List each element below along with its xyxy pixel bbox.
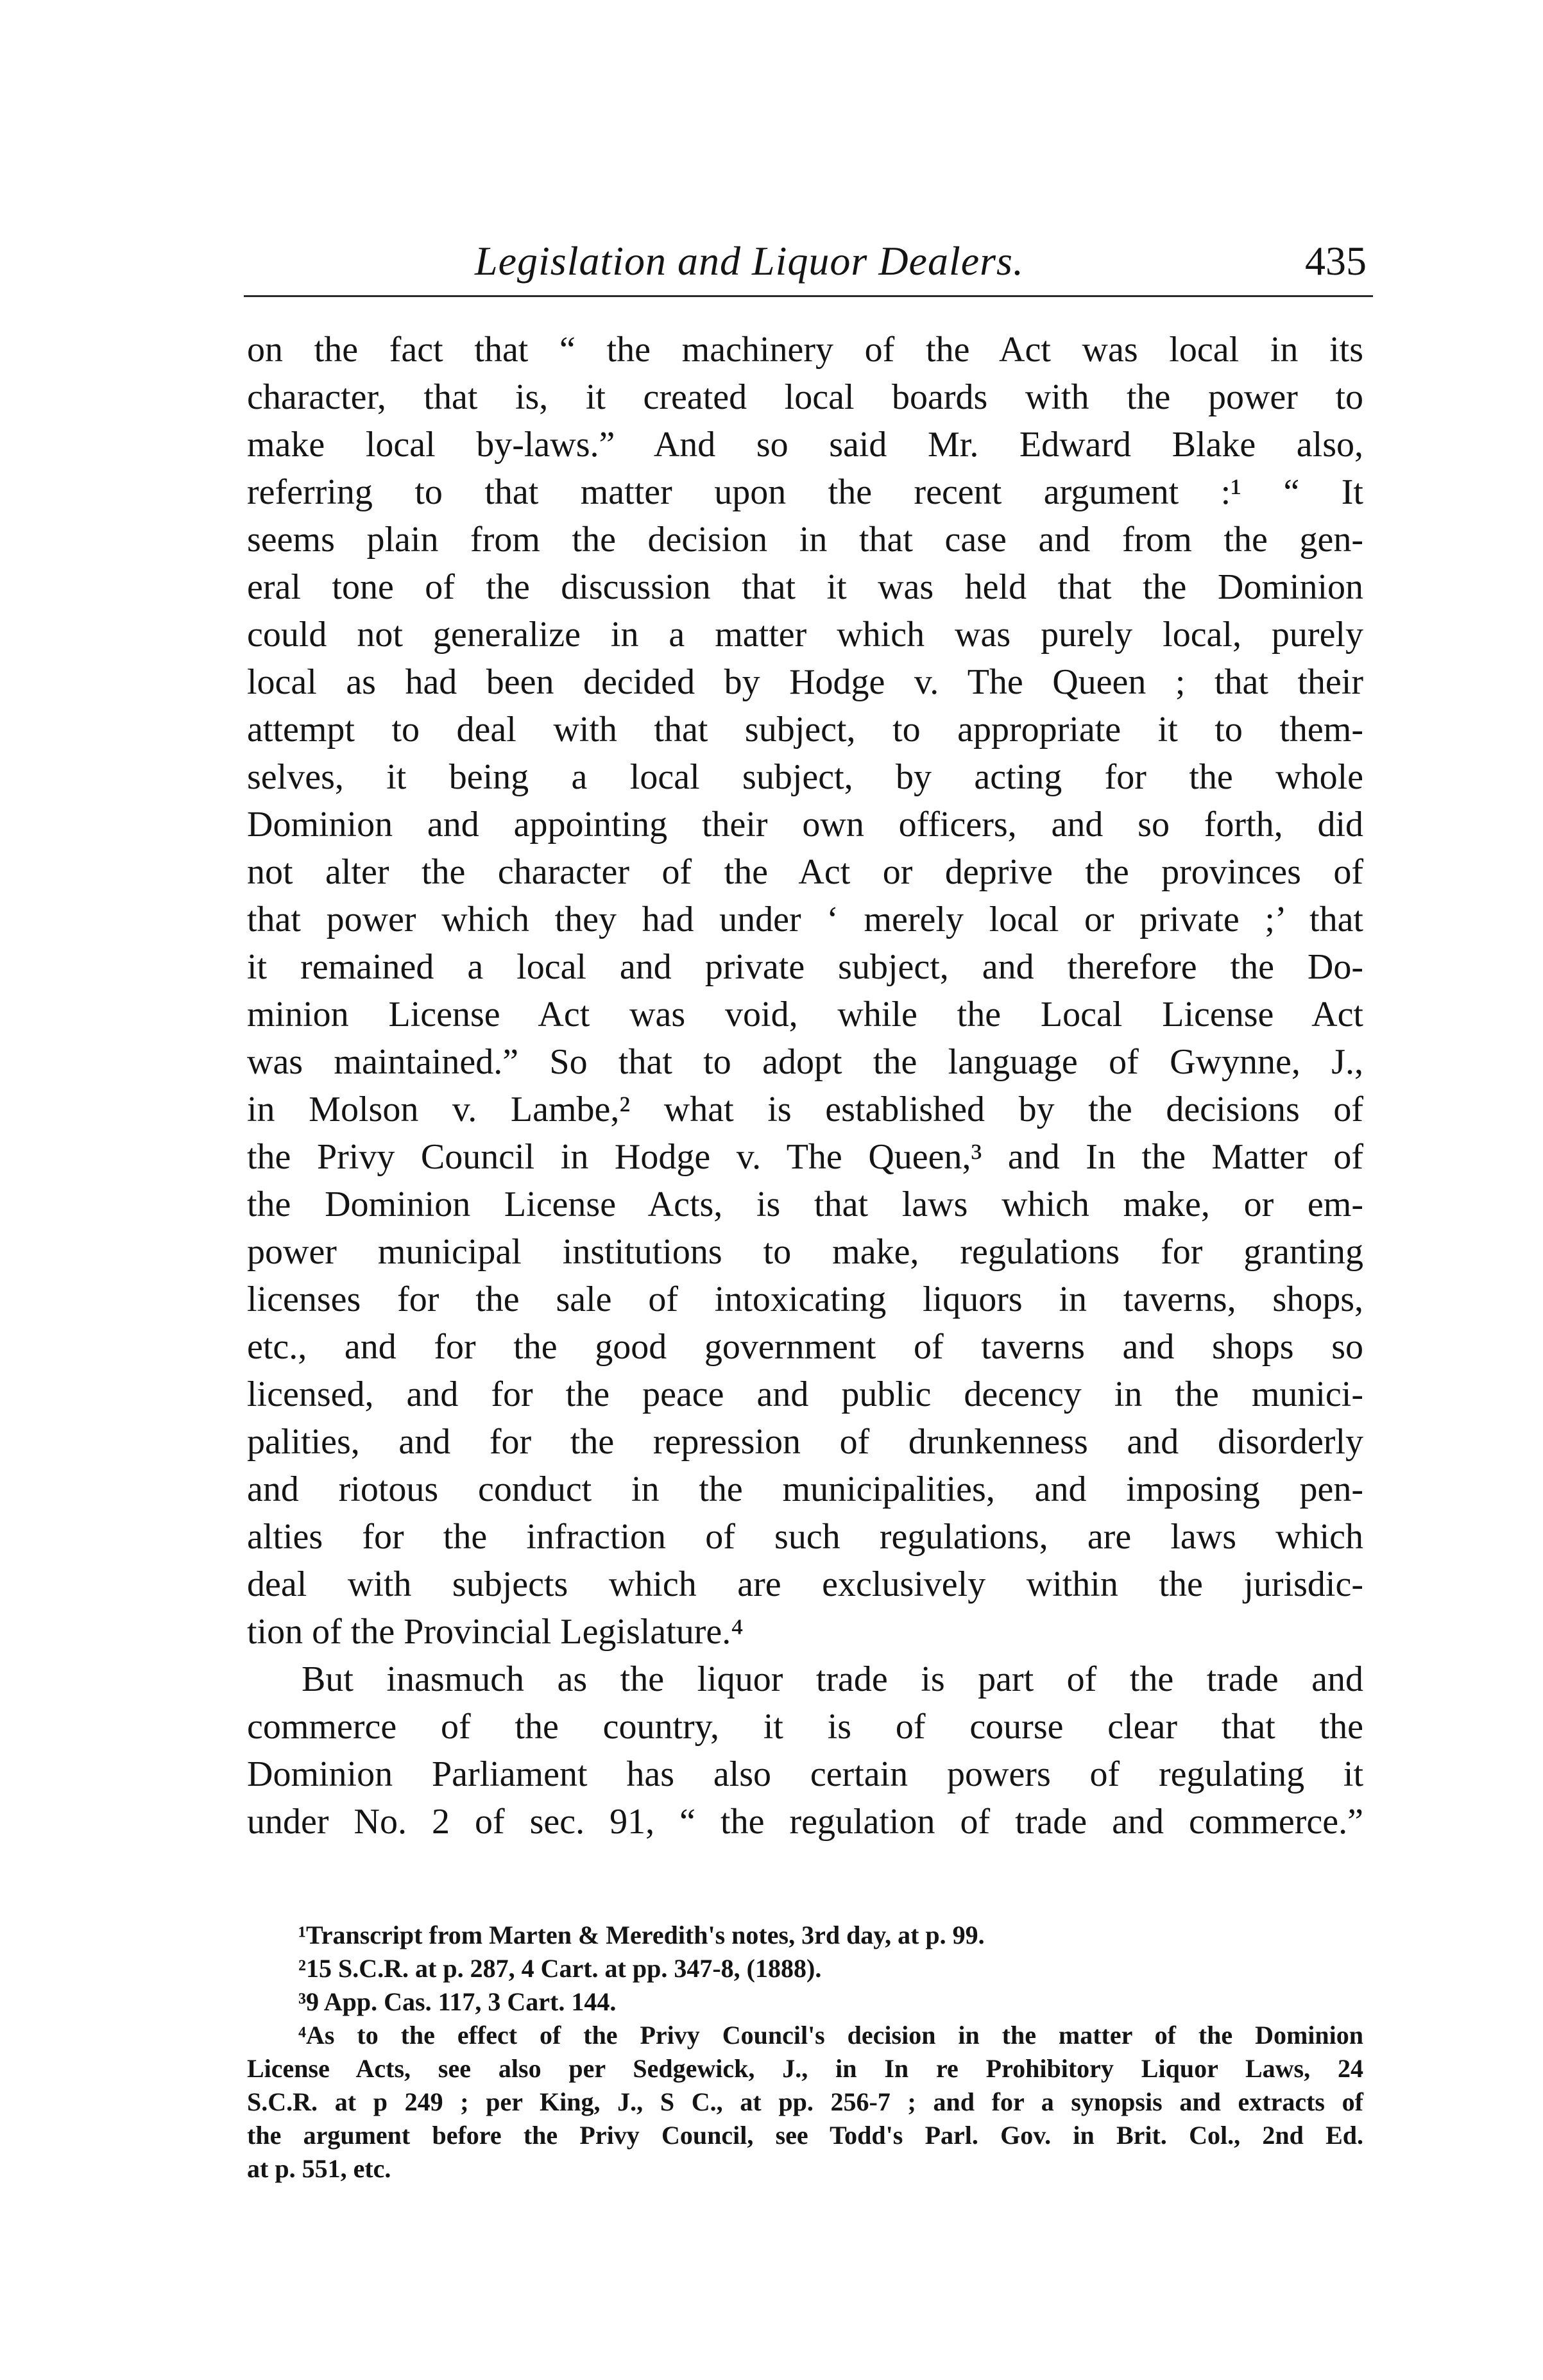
footnotes [247,1919,1363,2186]
text-line: Dominion and appointing their own officers, and so forth, did [247,805,1363,844]
body-text [247,326,1363,1845]
text-line: eral tone of the discussion that it was held that the Dominion [247,567,1363,607]
text-line: character, that is, it created local boards with the power to [247,377,1363,417]
footnote-line: at p. 551, etc. [247,2154,391,2183]
text-line: tion of the Provincial Legislature.⁴ [247,1612,744,1652]
footnote-line: ⁴As to the effect of the Privy Council's decision in the matter of the Dominion [298,2021,1363,2050]
running-title: Legislation and Liquor Dealers. [475,238,1024,284]
footnote-line: License Acts, see also per Sedgewick, J., in In re Prohibitory Liquor Laws, 24 [247,2054,1363,2083]
text-line: seems plain from the decision in that case and from the gen- [247,520,1363,560]
text-line: the Dominion License Acts, is that laws which make, or em- [247,1185,1363,1224]
text-line: attempt to deal with that subject, to appropriate it to them- [247,710,1363,749]
footnote-line: the argument before the Privy Council, see Todd's Parl. Gov. in Brit. Col., 2nd Ed. [247,2121,1363,2150]
text-line: But inasmuch as the liquor trade is part of the trade and [302,1659,1363,1699]
text-line: alties for the infraction of such regulations, are laws which [247,1517,1363,1557]
footnote-line: ²15 S.C.R. at p. 287, 4 Cart. at pp. 347-8, (1888). [298,1954,822,1983]
text-line: deal with subjects which are exclusively within the jurisdic- [247,1564,1363,1604]
text-line: was maintained.” So that to adopt the language of Gwynne, J., [247,1042,1363,1082]
footnote-line: ¹Transcript from Marten & Meredith's notes, 3rd day, at p. 99. [298,1921,985,1949]
text-line: and riotous conduct in the municipalities, and imposing pen- [247,1469,1363,1509]
text-line: not alter the character of the Act or deprive the provinces of [247,852,1363,892]
text-line: could not generalize in a matter which was purely local, purely [247,615,1363,655]
text-line: licenses for the sale of intoxicating liquors in taverns, shops, [247,1280,1363,1319]
text-line: licensed, and for the peace and public decency in the munici- [247,1374,1363,1414]
footnote-line: ³9 App. Cas. 117, 3 Cart. 144. [298,1987,617,2016]
text-line: palities, and for the repression of drunkenness and disorderly [247,1422,1363,1462]
text-line: power municipal institutions to make, regulations for granting [247,1232,1363,1272]
text-line: Dominion Parliament has also certain powers of regulating it [247,1754,1363,1794]
page-header [244,237,1373,297]
text-line: it remained a local and private subject, and therefore the Do- [247,947,1363,987]
page-number: 435 [1305,238,1367,284]
text-line: commerce of the country, it is of course clear that the [247,1707,1363,1747]
text-line: that power which they had under ‘ merely local or private ;’ that [247,900,1363,939]
text-line: on the fact that “ the machinery of the Act was local in its [247,330,1363,370]
text-line: referring to that matter upon the recent argument :¹ “ It [247,472,1363,512]
text-line: the Privy Council in Hodge v. The Queen,³ and In the Matter of [247,1137,1363,1177]
text-line: in Molson v. Lambe,² what is established by the decisions of [247,1090,1363,1129]
text-line: under No. 2 of sec. 91, “ the regulation of trade and commerce.” [247,1802,1363,1842]
text-line: etc., and for the good government of taverns and shops so [247,1327,1363,1367]
footnote-line: S.C.R. at p 249 ; per King, J., S C., at pp. 256-7 ; and for a synopsis and extracts of [247,2087,1363,2116]
text-line: selves, it being a local subject, by acting for the whole [247,757,1363,797]
text-line: local as had been decided by Hodge v. The Queen ; that their [247,662,1363,702]
text-line: make local by-laws.” And so said Mr. Edward Blake also, [247,425,1363,465]
text-line: minion License Act was void, while the Local License Act [247,995,1363,1034]
